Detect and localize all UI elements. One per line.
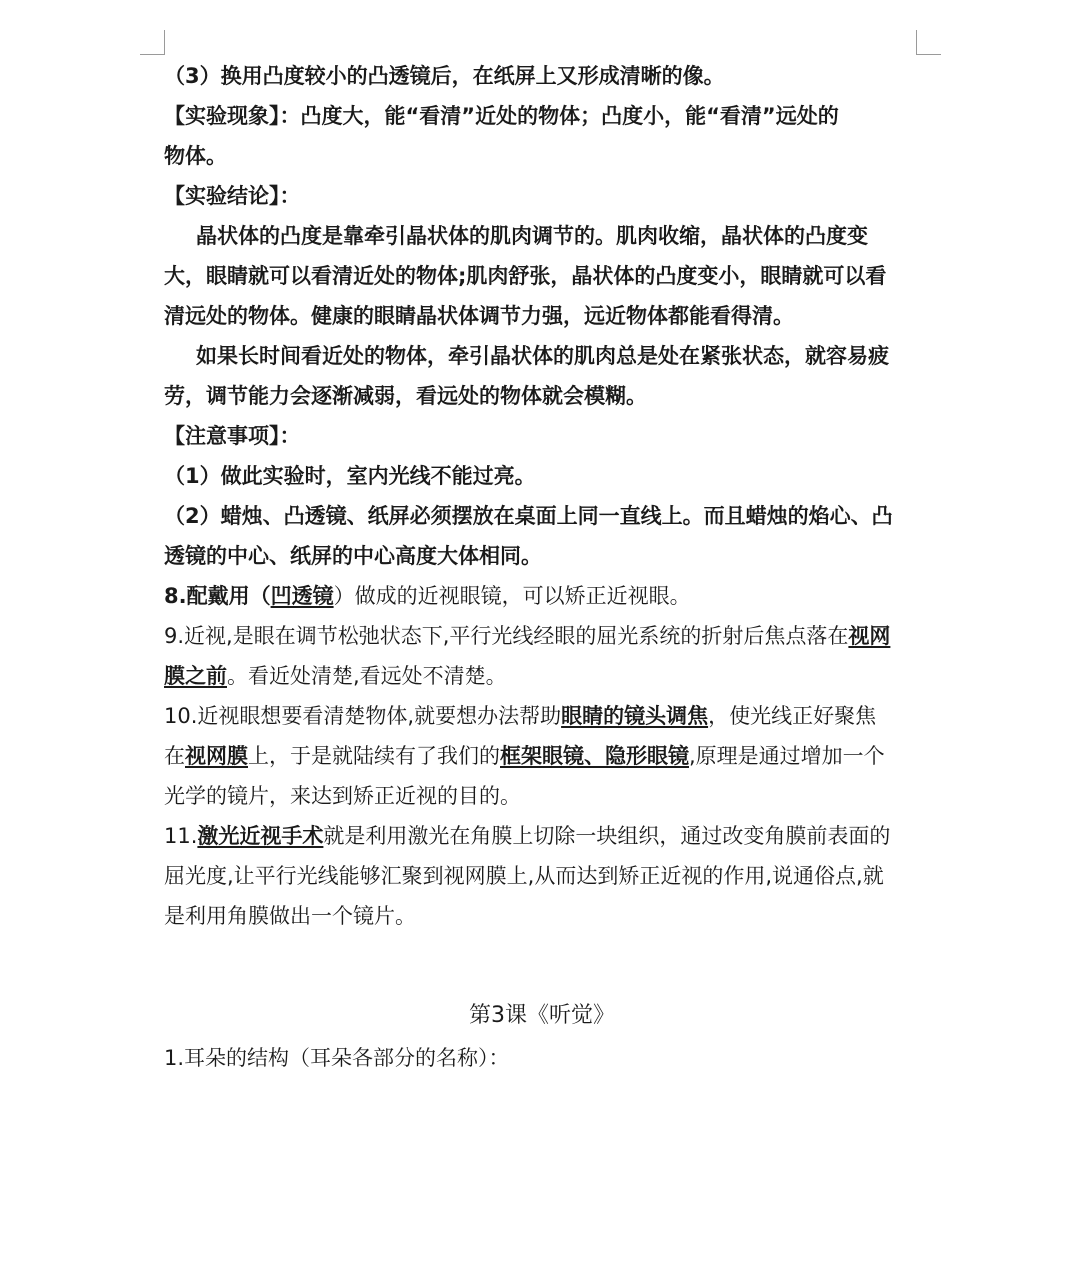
experiment-conclusion-heading: 【实验结论】：: [164, 184, 301, 208]
item-9-line-2: [164, 656, 920, 696]
item-8: [164, 576, 920, 616]
page-corner-mark-left: [140, 30, 165, 55]
item-8-prefix: 8.配戴用（: [164, 584, 271, 608]
item-8-term: 凹透镜: [270, 584, 334, 608]
conclusion-paragraph-1-line-2: 大，眼睛就可以看清近处的物体;肌肉舒张，晶状体的凸度变小，眼睛就可以看: [164, 264, 887, 288]
item-11-term: 激光近视手术: [197, 824, 324, 848]
item-8-suffix: ）做成的近视眼镜，可以矫正近视眼。: [333, 584, 691, 608]
item-9-text: 9.近视,是眼在调节松弛状态下,平行光线经眼的屈光系统的折射后焦点落在: [164, 624, 849, 648]
item-11-number: 11.: [164, 824, 198, 848]
notes-heading: 【注意事项】：: [164, 424, 301, 448]
item-11-line-1: [164, 816, 920, 856]
lesson-3-title: 第3课《听觉》: [469, 1003, 615, 1028]
item-10-line-2-c: ,原理是通过增加一个: [689, 744, 885, 768]
item-10-line-2: [164, 736, 920, 776]
item-10-text: 10.近视眼想要看清楚物体,就要想办法帮助: [164, 704, 562, 728]
conclusion-paragraph-1-line-1: 晶状体的凸度是靠牵引晶状体的肌肉调节的。肌肉收缩，晶状体的凸度变: [196, 224, 868, 248]
item-10-line-2-b: 上，于是就陆续有了我们的: [248, 744, 500, 768]
item-10-line-3: 光学的镜片，来达到矫正近视的目的。: [164, 784, 521, 808]
conclusion-paragraph-2-line-2: 劳，调节能力会逐渐减弱，看远处的物体就会模糊。: [164, 384, 647, 408]
conclusion-paragraph-1-line-3: 清远处的物体。健康的眼睛晶状体调节力强，远近物体都能看得清。: [164, 304, 794, 328]
experiment-phenomenon-line-1: 【实验现象】：凸度大，能“看清”近处的物体；凸度小，能“看清”远处的: [164, 104, 839, 128]
item-11-line-3: 是利用角膜做出一个镜片。: [164, 904, 416, 928]
item-9-term-part-1: 视网: [848, 624, 891, 648]
item-9-term-part-2: 膜之前: [164, 664, 227, 688]
note-2-line-2: 透镜的中心、纸屏的中心高度大体相同。: [164, 544, 542, 568]
section-gap: [164, 936, 920, 996]
item-11-line-2: 屈光度,让平行光线能够汇聚到视网膜上,从而达到矫正近视的作用,说通俗点,就: [164, 864, 884, 888]
item-9-line-1: [164, 616, 920, 656]
item-10-line-1: [164, 696, 920, 736]
item-10-term-1: 眼睛的镜头调焦: [561, 704, 709, 728]
experiment-phenomenon-line-2: 物体。: [164, 144, 227, 168]
item-9-tail: 。看近处清楚,看远处不清楚。: [227, 664, 507, 688]
item-10-line-2-a: 在: [164, 744, 185, 768]
note-2-line-1: （2）蜡烛、凸透镜、纸屏必须摆放在桌面上同一直线上。而且蜡烛的焰心、凸: [164, 504, 893, 528]
note-1: （1）做此实验时，室内光线不能过亮。: [164, 464, 536, 488]
experiment-step-3: （3）换用凸度较小的凸透镜后，在纸屏上又形成清晰的像。: [164, 64, 725, 88]
item-10-term-retina: 视网膜: [185, 744, 248, 768]
document-page: [164, 56, 920, 1078]
item-10-tail: ，使光线正好聚焦: [708, 704, 877, 728]
lesson-3-item-1: 1.耳朵的结构（耳朵各部分的名称）：: [164, 1046, 510, 1070]
conclusion-paragraph-2-line-1: 如果长时间看近处的物体，牵引晶状体的肌肉总是处在紧张状态，就容易疲: [196, 344, 889, 368]
item-10-term-glasses: 框架眼镜、隐形眼镜: [500, 744, 689, 768]
item-11-text: 就是利用激光在角膜上切除一块组织，通过改变角膜前表面的: [323, 824, 891, 848]
page-corner-mark-right: [916, 30, 941, 55]
